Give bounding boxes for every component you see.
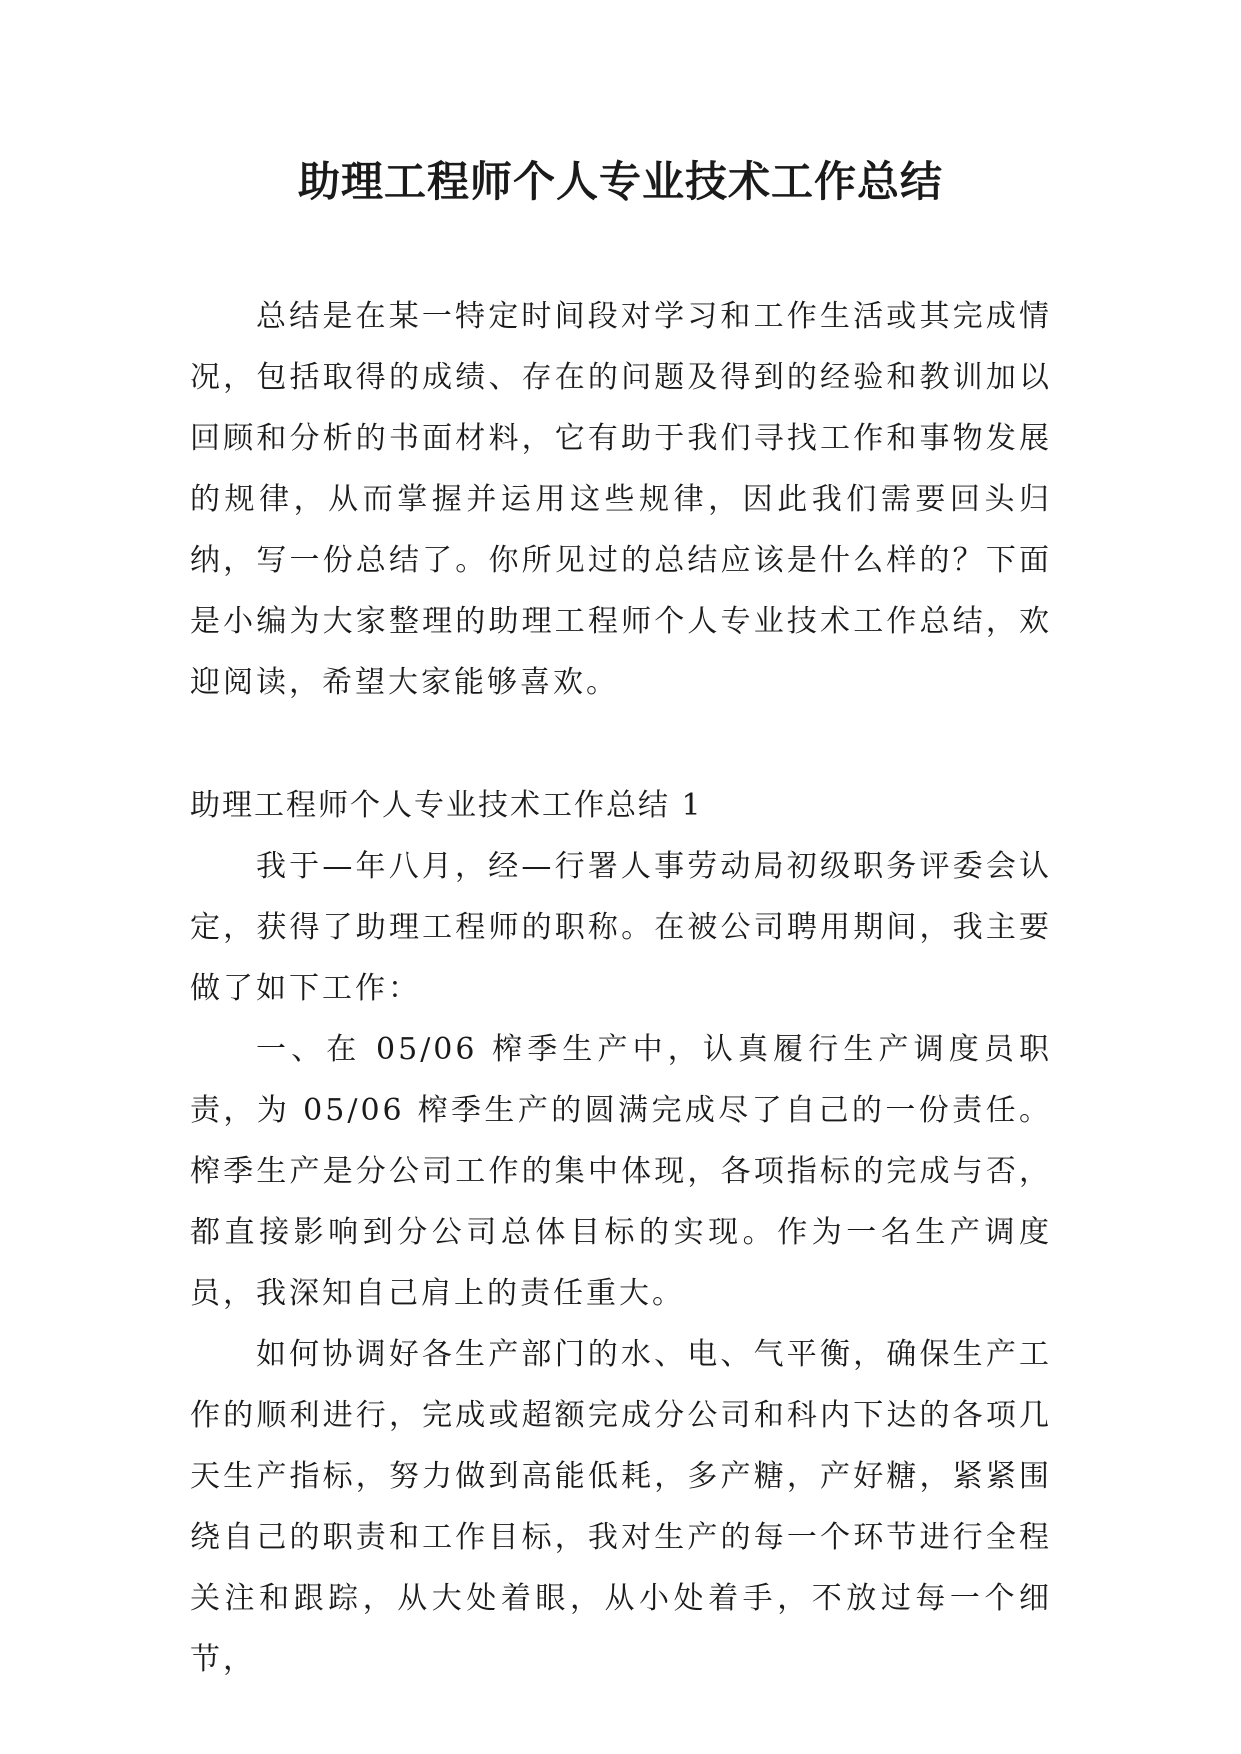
body-paragraph-2: 一、在 05/06 榨季生产中，认真履行生产调度员职责，为 05/06 榨季生产的圆满完成尽了自己的一份责任。榨季生产是分公司工作的集中体现，各项指标的完成与否，都直接影响到分公司总体目标的实现。作为一名生产调度员，我深知自己肩上的责任重大。 [190, 1032, 1052, 1311]
intro-paragraph: 总结是在某一特定时间段对学习和工作生活或其完成情况，包括取得的成绩、存在的问题及得到的经验和教训加以回顾和分析的书面材料，它有助于我们寻找工作和事物发展的规律，从而掌握并运用这些规律，因此我们需要回头归纳，写一份总结了。你所见过的总结应该是什么样的？下面是小编为大家整理的助理工程师个人专业技术工作总结，欢迎阅读，希望大家能够喜欢。 [190, 299, 1052, 700]
section-heading: 助理工程师个人专业技术工作总结 1 [190, 788, 703, 823]
document-title: 助理工程师个人专业技术工作总结 [297, 157, 943, 206]
body-paragraph-1: 我于—年八月，经—行署人事劳动局初级职务评委会认定，获得了助理工程师的职称。在被公司聘用期间，我主要做了如下工作： [190, 849, 1052, 1006]
body-paragraph-3: 如何协调好各生产部门的水、电、气平衡，确保生产工作的顺利进行，完成或超额完成分公司和科内下达的各项几天生产指标，努力做到高能低耗，多产糖，产好糖，紧紧围绕自己的职责和工作目标，我对生产的每一个环节进行全程关注和跟踪，从大处着眼，从小处着手，不放过每一个细节， [190, 1337, 1052, 1677]
document-body [190, 286, 1052, 1690]
paragraph-spacer [190, 713, 1052, 775]
